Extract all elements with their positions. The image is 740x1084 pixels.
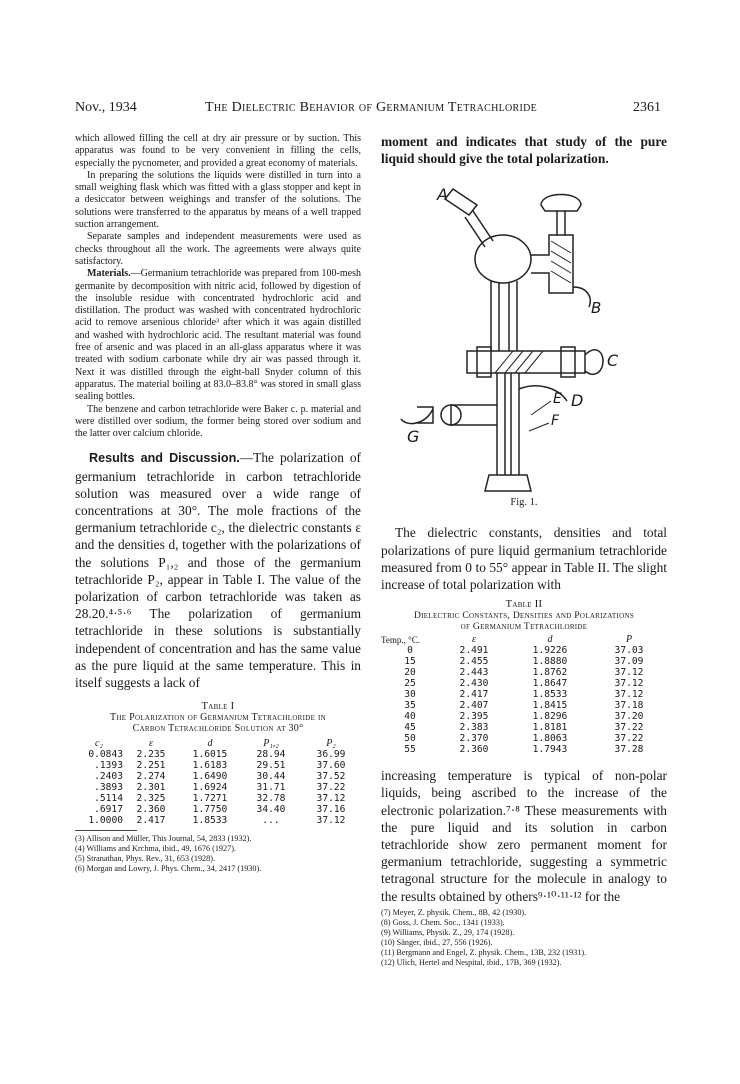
table1-cell: 37.52 [316,771,346,783]
table2-cell: 1.8415 [532,700,568,712]
table1-cell: 29.51 [256,760,286,772]
table2-cell: 37.12 [614,678,644,690]
table2-cell: 40 [404,711,416,723]
table1-cell: .5114 [94,793,123,805]
table2-row [381,656,667,667]
table2-cell: 1.8533 [532,689,568,701]
table1-cell: 30.44 [256,771,286,783]
table2-title-line1: Dielectric Constants, Densities and Polarizations [413,610,635,622]
table1-header: ε [149,738,153,750]
table1-cell: 32.78 [256,793,286,805]
table1-grid [75,738,361,826]
table2-header: ε [472,634,476,646]
running-header-date: Nov., 1934 [75,100,137,115]
paragraph-benzene: The benzene and carbon tetrachloride were Baker c. p. material and were distilled over sodium, the former being stored over sodium and the latter over calcium chloride. [75,403,361,440]
footnote: (11) Bergmann and Engel, Z. physik. Chem., 13B, 232 (1931). [381,947,587,957]
table2 [381,599,667,755]
paragraph-moment: moment and indicates that study of the pure liquid should give the total polarization. [381,134,667,167]
table2-cell: 1.8647 [532,678,568,690]
hook-c [585,350,603,374]
tube-a [465,211,493,247]
table2-row [381,711,667,722]
table2-cell: 2.370 [459,733,489,745]
table2-cell: 37.22 [614,733,644,745]
stopper-a [445,189,477,215]
table1-cell: .1393 [94,760,123,772]
paragraph-samples: Separate samples and independent measurements were used as checks throughout all the work. The agreements were always quite satisfactory. [75,231,361,267]
table2-cell: 15 [404,656,416,668]
results-text: —The polarization of germanium tetrachloride in carbon tetrachloride solution was measured over a wide range of concentrations at 30°. The mole fractions of the germanium tetrachloride c₂, the dielectric constants ε and the densities d, together with the polarizations of the solutions P₁,₂ and those of the germanium tetrachloride P₂, appear in Table I. The value of the polarization of carbon tetrachloride was taken as 28.20.⁴·⁵·⁶ The polarization of germanium tetrachloride in these solutions is substantially independent of concentration and has the same value as the pure liquid at the same temperature. This in itself suggests a lack of [75,450,361,691]
table2-cell: 2.395 [459,711,489,723]
table2-cell: 37.22 [614,722,644,734]
table1-row [75,815,361,826]
table2-cell: 37.28 [614,744,644,756]
stopcock-c [467,351,585,373]
paragraph-results [75,449,361,691]
table2-cell: 2.491 [459,645,489,657]
results-heading: Results and Discussion. [89,451,240,466]
table2-cell: 2.455 [459,656,489,668]
footnote: (8) Goss, J. Chem. Soc., 1341 (1933). [381,917,505,927]
table1-cell: 2.235 [136,749,166,761]
table1-row [75,771,361,782]
table1-cell: 37.60 [316,760,346,772]
table2-row [381,667,667,678]
table2-cell: 55 [404,744,416,756]
table2-cell: 37.18 [614,700,644,712]
table1-cell: .2403 [94,771,123,783]
table1-row [75,793,361,804]
label-c: C [607,351,619,371]
bottom-bulb [485,475,531,491]
table2-header: Temp., °C. [381,634,420,645]
results-section [75,449,361,691]
table2-cell: 1.8880 [532,656,568,668]
table1-cell: 2.417 [136,815,166,827]
table1-header: d [207,738,213,750]
table1-cell: 2.301 [136,782,166,794]
table2-cell: 2.430 [459,678,489,690]
label-a: A [437,185,448,205]
table2-cell: 37.20 [614,711,644,723]
footnote: (4) Williams and Krchma, ibid., 49, 1676 (1927). [75,844,236,854]
table1-cell: 1.7750 [192,804,228,816]
table1-cell: 1.6183 [192,760,228,772]
right-column [381,133,667,968]
table2-cell: 45 [404,722,416,734]
methods-paragraphs [75,133,361,440]
table2-row [381,733,667,744]
label-g: G [407,427,420,447]
central-bulb [475,235,531,283]
table2-cell: 2.443 [459,667,489,679]
table1-cell: 0.0843 [88,749,123,761]
table1-cell: 1.8533 [192,815,228,827]
left-column [75,133,361,874]
flask-top [541,195,581,212]
table1-cell: 36.99 [316,749,346,761]
table1-cell: 34.40 [256,804,286,816]
table2-grid [381,634,667,755]
label-e: E [553,391,562,408]
table1-cell: ... [262,815,280,827]
table1-cell: 28.94 [256,749,286,761]
table2-cell: 30 [404,689,416,701]
table1-label: Table I [201,701,235,713]
table1-cell: .3893 [94,782,123,794]
table1-title-line2: Carbon Tetrachloride Solution at 30° [132,723,304,735]
table1-cell: 31.71 [256,782,286,794]
table2-cell: 0 [407,645,413,657]
table1-cell: 2.360 [136,804,166,816]
materials-text: —Germanium tetrachloride was prepared from 100-mesh germanite by decomposition with nitric acid, followed by digestion of the insoluble residue with concentrated hydrochloric acid and distillation. The product was washed with concentrated hydrochloric acid to remove arsenious chloride³ after which it was again distilled and washed with hydrochloric acid. The resultant material was found free of arsenic and was placed in an all-glass apparatus where it was treated with sodium carbonate while dry air was passed through it. Next it was distilled through the eight-ball Snyder column of this apparatus. The material boiling at 83.0–83.8° was stored in small glass sealing bottles. [75,268,361,403]
table2-cell: 37.12 [614,689,644,701]
footnote: (5) Stranathan, Phys. Rev., 31, 653 (1928). [75,854,216,864]
table2-row [381,689,667,700]
table2-cell: 35 [404,700,416,712]
table1-cell: 1.7271 [192,793,228,805]
table1-cell: 1.6924 [192,782,228,794]
running-header-title: The Dielectric Behavior of Germanium Tetrachloride [205,100,538,115]
footnotes-right [381,908,667,968]
footnote: (6) Morgan and Lowry, J. Phys. Chem., 34, 2417 (1930). [75,864,262,874]
footnote: (3) Allison and Müller, This Journal, 54, 2833 (1932). [75,834,252,844]
table1-cell: 1.6490 [192,771,228,783]
paragraph-filling: which allowed filling the cell at dry air pressure or by suction. This apparatus was found to be very convenient in filling the cells, especially the pycnometer, and provided a great economy of materials. [75,133,361,169]
label-f: F [551,413,560,430]
table2-label: Table II [505,599,543,611]
table1-cell: 37.12 [316,815,346,827]
table2-header: d [547,634,553,646]
table1-cell: 2.325 [136,793,166,805]
table1-row [75,782,361,793]
table1-cell: 2.251 [136,760,166,772]
table1-title-line1: The Polarization of Germanium Tetrachloride in [110,712,326,724]
table2-cell: 25 [404,678,416,690]
hook-b [573,287,590,307]
table2-cell: 2.417 [459,689,489,701]
table2-cell: 1.8063 [532,733,568,745]
footnote: (9) Williams, Physik. Z., 29, 174 (1928). [381,927,515,937]
table2-row [381,678,667,689]
table1-header: c₂ [95,738,103,750]
table2-row [381,722,667,733]
table2-cell: 37.12 [614,667,644,679]
table2-cell: 50 [404,733,416,745]
footnotes-left [75,834,361,874]
table2-cell: 2.407 [459,700,489,712]
table1-row [75,760,361,771]
label-d: D [571,391,584,411]
paragraph-materials [75,268,361,403]
table2-cell: 1.9226 [532,645,568,657]
table2-cell: 1.7943 [532,744,568,756]
paragraph-temperature: increasing temperature is typical of non-polar liquids, being ascribed to the increase of the electronic polarization.⁷·⁸ These measurements with the pure liquid and its solution in carbon tetrachloride show zero permanent moment for germanium tetrachloride, suggesting a symmetric tetragonal structure for the molecule in analogy to the results obtained by others⁹·¹⁰·¹¹·¹² for the [381,768,667,904]
table2-row [381,700,667,711]
table1-cell: 37.16 [316,804,346,816]
table2-row [381,645,667,656]
apparatus-diagram [381,175,667,495]
table2-cell: 37.03 [614,645,644,657]
footnote-rule [75,830,137,831]
table2-cell: 2.360 [459,744,489,756]
label-b: B [591,299,602,318]
footnote: (10) Sänger, ibid., 27, 556 (1926). [381,937,493,947]
table1-header: P₁,₂ [263,738,279,750]
figure-1 [381,175,667,495]
table2-cell: 20 [404,667,416,679]
table1-cell: .6917 [94,804,123,816]
footnote: (12) Ulich, Hertel and Nespital, ibid., 17B, 369 (1932). [381,957,562,967]
table2-row [381,744,667,755]
table1-cell: 37.12 [316,793,346,805]
table1-row [75,804,361,815]
table2-cell: 1.8181 [532,722,568,734]
table2-header: P [625,634,633,646]
table1-header: P₂ [326,738,336,750]
figure-caption: Fig. 1. [510,497,538,509]
side-arm [531,235,573,293]
table2-cell: 37.09 [614,656,644,668]
table2-title-line2: of Germanium Tetrachloride [460,621,588,633]
table1-cell: 37.22 [316,782,346,794]
table2-cell: 1.8762 [532,667,568,679]
table2-cell: 1.8296 [532,711,568,723]
materials-heading: Materials. [87,268,131,280]
footnote: (7) Meyer, Z. physik. Chem., 8B, 42 (1930). [381,907,527,917]
table2-cell: 2.383 [459,722,489,734]
table1-cell: 2.274 [136,771,166,783]
table1-row [75,749,361,760]
paragraph-solutions: In preparing the solutions the liquids were distilled in turn into a small weighing flask which was fitted with a glass stopper and kept in a desiccator between weighings and transfer of the solutions. The solutions were transferred to the apparatus by means of a well trapped suction arrangement. [75,169,361,231]
table1 [75,701,361,826]
paragraph-table2-intro: The dielectric constants, densities and total polarizations of pure liquid germanium tetrachloride measured from 0 to 55° appear in Table II. The slight increase of total polarization with [381,525,667,593]
page-number: 2361 [633,100,661,115]
table1-cell: 1.6015 [192,749,228,761]
table1-cell: 1.0000 [88,815,123,827]
